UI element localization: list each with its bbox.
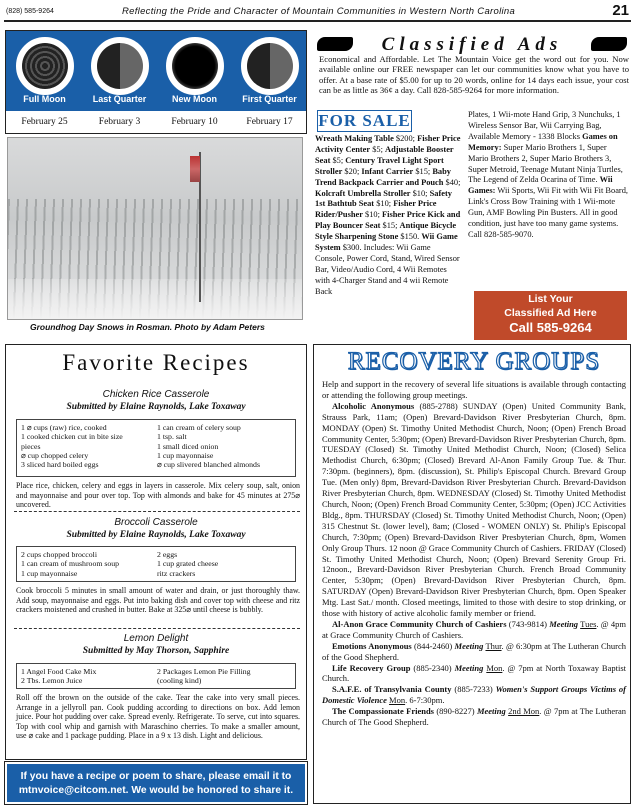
item-price: $20;: [342, 166, 362, 176]
group-name: Al-Anon Grace Community Church of Cashiers: [332, 618, 507, 629]
group-name: Life Recovery Group: [332, 662, 411, 673]
item-name: Antique Bicycle Style Sharpening Stone: [315, 221, 457, 242]
item-price: $10;: [362, 210, 382, 220]
item-price: $10;: [374, 199, 394, 209]
moon-label: Full Moon: [23, 94, 66, 104]
recipe-name: Lemon Delight: [123, 633, 189, 644]
item-price: $300. Includes: Wii Game Console, Power Cord, Stand, Wired Sensor Bar, Video/Audio Cord, 4 Wii Remotes with 4-Charger Stand and 4 wii Remote Back: [315, 243, 460, 296]
recovery-intro: Help and support in the recovery of several life situations is available through contacting or attending the following group meetings.: [322, 379, 626, 400]
header-phone: (828) 585-9264: [6, 8, 54, 15]
col2-text: Plates, 1 Wii-mote Hand Grip, 3 Nunchuks, 1 Wireless Sensor Bar, Wii Carrying Bag, Available Memory - 1338 Blocks: [468, 110, 621, 141]
share-line-1: If you have a recipe or poem to share, please email it to: [20, 771, 292, 782]
classified-intro: Economical and Affordable. Let The Mountain Voice get the word out for you. Now available online our FREE newspaper can let our communities know what you have to offer. At a base rate of $5.00 for up to 20 words, online for 14 days each issue, your cost can be as little as 36¢ a day. Call 828-585-9264 for more information.: [319, 54, 629, 96]
recovery-body: [322, 379, 626, 728]
group-listing: The Compassionate Friends (890-8227) Meeting 2nd Mon. @ 7pm at The Lutheran Church of The Good Shepherd.: [322, 706, 626, 728]
for-sale-heading: FOR SALE: [318, 111, 411, 130]
item-price: $5;: [370, 144, 386, 154]
item-price: $5;: [330, 155, 346, 165]
group-listing: S.A.F.E. of Transylvania County (885-7233) Women's Support Groups Victims of Domestic Violence Mon. 6-7:30pm.: [322, 684, 626, 706]
page-number: 21: [612, 2, 629, 19]
first-quarter-moon-icon: [241, 37, 299, 95]
group-name: The Compassionate Friends: [332, 706, 434, 717]
moon-date: February 3: [98, 117, 141, 127]
page-header: [4, 2, 631, 22]
item-name: Baby Trend Backpack Carrier and Pouch: [315, 166, 451, 187]
item-name: Fisher Price Kick and Play Bouncer Seat: [315, 210, 461, 231]
ingredients-box: 1 ⌀ cups (raw) rice, cooked 1 cooked chicken cut in bite size pieces ⌀ cup chopped celery 3 sliced hard boiled eggs 1 can cream of celery soup 1 tsp. salt 1 small diced onion 1 cup mayonnaise ⌀ cup slivered blanched almonds: [16, 419, 296, 477]
item-name: Kolcraft Umbrella Stroller: [315, 188, 411, 198]
group-name: Emotions Anonymous: [332, 640, 412, 651]
item-name: Fisher Price Activity Center: [315, 134, 461, 154]
favorite-recipes-section: [5, 344, 307, 760]
last-quarter-moon-icon: [91, 37, 149, 95]
group-name: Alcoholic Anonymous: [332, 400, 415, 411]
recipe-name: Chicken Rice Casserole: [102, 389, 210, 400]
photo-caption: Groundhog Day Snows in Rosman. Photo by Adam Peters: [30, 322, 265, 332]
recovery-title: RECOVERY GROUPS: [347, 348, 601, 375]
recipe-directions: Place rice, chicken, celery and eggs in layers in casserole. Mix celery soup, salt, onion and mayonnaise and pour over top. Top with almonds and bake for 45 minutes at 275⌀ uncovered.: [16, 481, 300, 510]
header-tagline: Reflecting the Pride and Character of Mountain Communities in Western North Carolina: [122, 6, 516, 17]
item-name: Wreath Making Table: [315, 134, 394, 143]
item-name: Wii Game System: [315, 232, 458, 253]
share-recipe-banner: [5, 762, 307, 804]
item-price: $150.: [398, 232, 420, 242]
moon-date: February 25: [21, 117, 68, 127]
item-price: $200;: [393, 134, 418, 143]
classified-title: Classified Ads: [347, 34, 597, 54]
new-moon-icon: [166, 37, 224, 95]
col2-text: Super Mario Brothers 1, Super Mario Brothers 2, Super Mario Brothers 3, Super Metroid, Teenage Mutant Ninja Turtles, The Legend of Zelda Ocarina of Time.: [468, 142, 623, 185]
item-name: Infant Carrier: [361, 166, 414, 176]
item-name: Fisher Price Rider/Pusher: [315, 199, 437, 220]
item-name: Century Travel Light Sport Stroller: [315, 155, 444, 176]
recipe-author: Submitted by May Thorson, Sapphire: [82, 646, 230, 656]
for-sale-column-1: [315, 134, 461, 298]
group-name: S.A.F.E. of Transylvania County: [332, 684, 452, 695]
flag-icon: [190, 156, 200, 182]
recipe-directions: Roll off the brown on the outside of the cake. Tear the cake into very small pieces. Arrange in a jellyroll pan. Cook pudding according to directions on box. Add lemon juice. Pour hot pudding over cake. Spread evenly. Refrigerate. To serve, cut into squares. Top with cool whip and garnish with Maraschino cherries. To make a smaller amount, use ⌀ cake and 1 package pudding. Place in a 9 x 13 dish. Light and delicious.: [16, 693, 300, 741]
item-price: $10;: [410, 188, 430, 198]
item-name: Safety 1st Bathtub Seat: [315, 188, 452, 209]
group-text: (885-2788) SUNDAY (Open) United Community Bank, Strauss Park, 11am; (Open) Brevard-Davidson River Presbyterian Church, 8pm. MONDAY (Open) St. Timothy United Methodist Church, Noon; (Open) French Broad Community Center, 5:30pm; (Open) Brevard-Davidson River Presbyterian Church, 8pm. TUESDAY (Closed) St. Timothy United Methodist Church, Noon; (Closed) Selica Methodist Church, 6:30pm; (Closed) Brevard Al-Anon Family Group Tue. & Thur. 7:30pm. (beginners), 8pm. (discussion), St. Philip's Episcopal Church. Brevard Group Tue. (Men only) 8pm, Brevard-Davidson River Presbyterian Church. Brevard-Davidson River Presbyterian Church, 8pm. WEDNESDAY (Closed) St. Timothy United Methodist Church, Noon; (Open) French Broad Community Center, 5:30pm; (Open) JCC Activities Bldg., 8pm. THURSDAY (Closed) St. Timothy United Methodist Church, Noon; (Open) 315 Chestnut St. (lower level), 8am; (Closed - WOMEN ONLY) St. Philip's Episcopal Church, 7:30pm; (Open) Brevard-Davidson River Presbyterian Church, 8pm, Women Only Group Thurs. 12 noon @ Grace Community Church of Cashiers. FRIDAY (Closed) St. Timothy United Methodist Church, Noon; (Open) Brevard Serenity Group Fri. 12noon., Brevard-Davidson River Presbyterian Church. French Broad Community Center, 5:30pm; (Open) Brevard-Davidson River Presbyterian Church, 8pm. SATURDAY (Open) Brevard-Davidson River Presbyterian Church, 8pm. Open Speaker Mtg. Last Sat./ month. Closed meetings, limited to those with desire to stop drinking, or those with history of active alcoholic family member or friend.: [322, 400, 626, 619]
aa-listing: [322, 401, 626, 619]
recovery-groups-section: [313, 344, 631, 804]
col2-bold: Games on Memory:: [468, 131, 618, 152]
moon-label: First Quarter: [242, 94, 297, 104]
recipe-name: Broccoli Casserole: [114, 517, 198, 528]
item-price: $40;: [443, 177, 461, 187]
list-your-ad-box: [474, 291, 627, 340]
ingredients-box: 1 Angel Food Cake Mix 2 Tbs. Lemon Juice 2 Packages Lemon Pie Filling (cooling kind): [16, 663, 296, 689]
moon-date: February 17: [246, 117, 293, 127]
recipe-author: Submitted by Elaine Raynolds, Lake Toxaway: [66, 402, 246, 412]
moon-phases-box: [5, 30, 307, 134]
item-price: $15;: [413, 166, 433, 176]
recipes-title: Favorite Recipes: [62, 350, 250, 375]
photo-ground: [8, 279, 302, 319]
share-line-2: mtnvoice@citcom.net. We would be honored to share it.: [18, 785, 294, 796]
for-sale-column-2: [468, 110, 628, 241]
snow-photo: [7, 137, 303, 320]
moon-label: Last Quarter: [92, 94, 147, 104]
group-listing: Al-Anon Grace Community Church of Cashiers (743-9814) Meeting Tues. @ 4pm at Grace Community Church of Cashiers.: [322, 618, 626, 640]
col2-text: Wii Sports, Wii Fit with Wii Fit Board, Link's Cross Bow Training with 1 Wii-mote Gun, AMF Bowling Pin Busters. All in good condition, just have too many game systems. Call 828-585-9070.: [468, 186, 628, 239]
recipe-divider: [14, 511, 300, 512]
item-price: $15;: [380, 221, 400, 231]
ingredients-box: 2 cups chopped broccoli 1 can cream of mushroom soup 1 cup mayonnaise 2 eggs 1 cup grated cheese ritz crackers: [16, 546, 296, 582]
moon-label: New Moon: [172, 94, 217, 104]
full-moon-icon: [16, 37, 74, 95]
recipe-divider: [14, 628, 300, 629]
list-ad-line2: Classified Ad Here: [504, 307, 597, 319]
group-listing: Emotions Anonymous (844-2460) Meeting Thur. @ 6:30pm at The Lutheran Church of the Good Shepherd.: [322, 640, 627, 662]
list-ad-phone: Call 585-9264: [509, 320, 592, 335]
list-ad-line1: List Your: [528, 293, 573, 305]
group-listing: Life Recovery Group (885-2340) Meeting Mon. @ 7pm at North Toxaway Baptist Church.: [322, 662, 626, 684]
moon-date: February 10: [171, 117, 218, 127]
classified-ads-section: [311, 30, 631, 340]
recipe-directions: Cook broccoli 5 minutes in small amount of water and drain, or just thoroughly thaw. Add soup, mayonnaise and eggs. Put into baking dish and cover top with cheese and ritz crackers moistened and crushed in butter. Bake at 325⌀ until cheese is bubbly.: [16, 586, 300, 615]
col2-bold: Wii Games:: [468, 175, 613, 196]
item-name: Adjustable Booster Seat: [315, 144, 454, 165]
recipe-author: Submitted by Elaine Raynolds, Lake Toxaway: [66, 530, 246, 540]
